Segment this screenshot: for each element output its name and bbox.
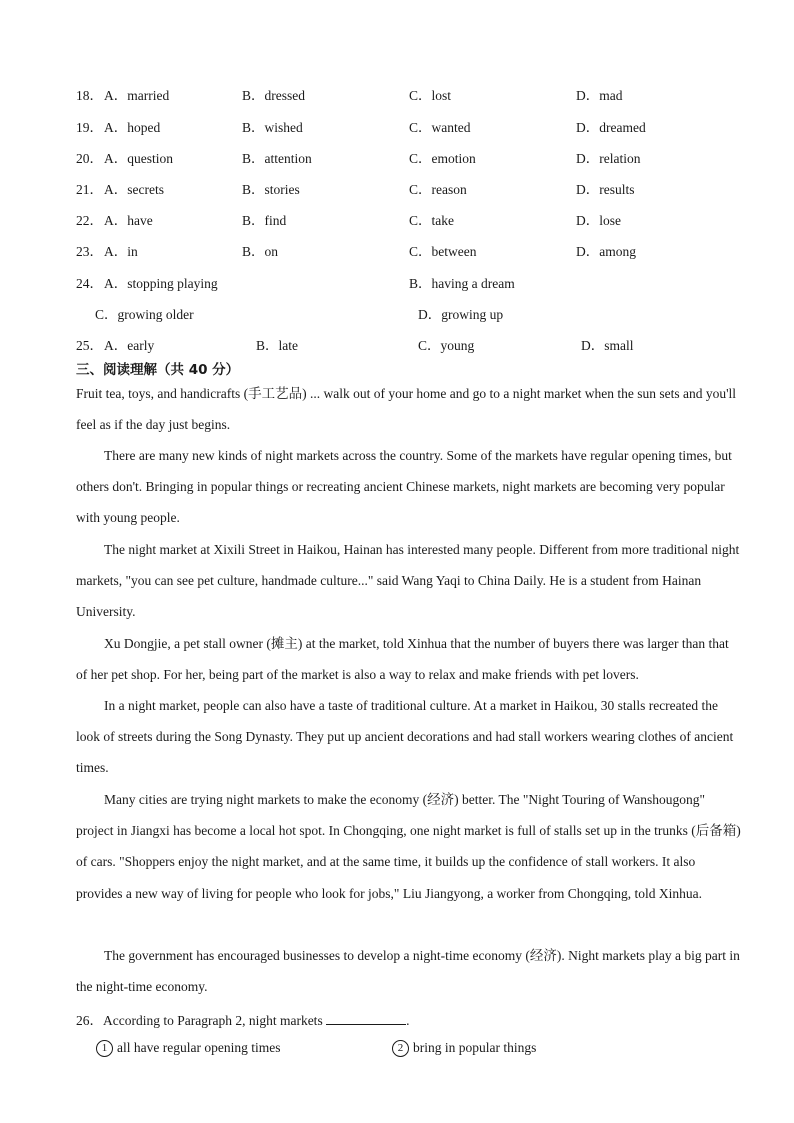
option-c: C．lost bbox=[409, 88, 452, 103]
option-c: C．wanted bbox=[409, 120, 471, 135]
choice-2 bbox=[392, 1040, 536, 1057]
option-d: D．among bbox=[576, 244, 636, 259]
choice-text: bring in popular things bbox=[413, 1040, 537, 1055]
option-a: A．early bbox=[104, 338, 155, 353]
question-number: 19． bbox=[76, 120, 103, 135]
option-b: B．on bbox=[242, 244, 279, 259]
option-b: B．having a dream bbox=[409, 276, 515, 291]
choice-text: all have regular opening times bbox=[117, 1040, 281, 1055]
question-26 bbox=[76, 1009, 409, 1029]
option-a: A．stopping playing bbox=[104, 276, 218, 291]
option-a: A．have bbox=[104, 213, 153, 228]
passage-paragraph-4: Xu Dongjie, a pet stall owner (摊主) at the market, told Xinhua that the number of buyers there was larger than that of her pet shop. For her, being part of the market is also a way to relax and make friends with pet lovers. bbox=[76, 636, 729, 683]
option-a: A．question bbox=[104, 151, 173, 166]
option-a: A．hoped bbox=[104, 120, 161, 135]
question-number: 20． bbox=[76, 151, 103, 166]
passage-paragraph-6: Many cities are trying night markets to make the economy (经济) better. The "Night Touring of Wanshougong" project in Jiangxi has become a local hot spot. In Chongqing, one night market is full of stalls set up in the trunks (后备箱) of cars. "Shoppers enjoy the night market, and at the same time, it builds up the confidence of stall workers. It also provides a new way of living for people who look for jobs," Liu Jiangyong, a worker from Chongqing, told Xinhua. bbox=[76, 792, 741, 901]
passage-paragraph-3: The night market at Xixili Street in Haikou, Hainan has interested many people. Different from more traditional night markets, "you can see pet culture, handmade culture..." said Wang Yaqi to China Daily. He is a student from Hainan University. bbox=[76, 542, 740, 620]
option-a: A．married bbox=[104, 88, 170, 103]
passage-paragraph-7: The government has encouraged businesses to develop a night-time economy (经济). Night markets play a big part in the night-time economy. bbox=[76, 948, 740, 995]
option-c: C．reason bbox=[409, 182, 467, 197]
option-b: B．dressed bbox=[242, 88, 305, 103]
answer-blank bbox=[326, 1012, 406, 1025]
option-c: C．take bbox=[409, 213, 454, 228]
question-number: 21． bbox=[76, 182, 103, 197]
option-d: D．dreamed bbox=[576, 120, 646, 135]
option-d: D．small bbox=[581, 338, 634, 353]
circled-number: 2 bbox=[392, 1040, 409, 1057]
question-end: . bbox=[406, 1013, 410, 1028]
option-b: B．wished bbox=[242, 120, 303, 135]
question-stem: 26．According to Paragraph 2, night markets bbox=[76, 1013, 323, 1028]
question-number: 23． bbox=[76, 244, 103, 259]
question-number: 25． bbox=[76, 338, 103, 353]
option-d: D．mad bbox=[576, 88, 623, 103]
option-c: C．young bbox=[418, 338, 475, 353]
option-a: A．in bbox=[104, 244, 138, 259]
question-number: 18． bbox=[76, 88, 103, 103]
option-b: B．find bbox=[242, 213, 287, 228]
option-d: D．results bbox=[576, 182, 635, 197]
option-b: B．late bbox=[256, 338, 298, 353]
question-number: 24． bbox=[76, 276, 103, 291]
passage-paragraph-1: Fruit tea, toys, and handicrafts (手工艺品) ... walk out of your home and go to a night market when the sun sets and you'll feel as if the day just begins. bbox=[76, 386, 737, 433]
option-d: D．relation bbox=[576, 151, 641, 166]
option-b: B．stories bbox=[242, 182, 300, 197]
option-d: D．growing up bbox=[418, 307, 504, 322]
option-c: C．between bbox=[409, 244, 477, 259]
option-a: A．secrets bbox=[104, 182, 164, 197]
passage-paragraph-5: In a night market, people can also have a taste of traditional culture. At a market in Haikou, 30 stalls recreated the look of streets during the Song Dynasty. They put up ancient decorations and had stall workers wearing clothes of ancient times. bbox=[76, 698, 734, 776]
circled-number: 1 bbox=[96, 1040, 113, 1057]
option-c: C．emotion bbox=[409, 151, 476, 166]
option-d: D．lose bbox=[576, 213, 621, 228]
choice-1 bbox=[96, 1040, 280, 1057]
passage-paragraph-2: There are many new kinds of night markets across the country. Some of the markets have regular opening times, but others don't. Bringing in popular things or recreating ancient Chinese markets, night markets are becoming very popular with young people. bbox=[76, 448, 732, 526]
section-title: 三、阅读理解（共 40 分） bbox=[76, 362, 240, 378]
option-c: C．growing older bbox=[95, 307, 194, 322]
option-b: B．attention bbox=[242, 151, 312, 166]
question-number: 22． bbox=[76, 213, 103, 228]
